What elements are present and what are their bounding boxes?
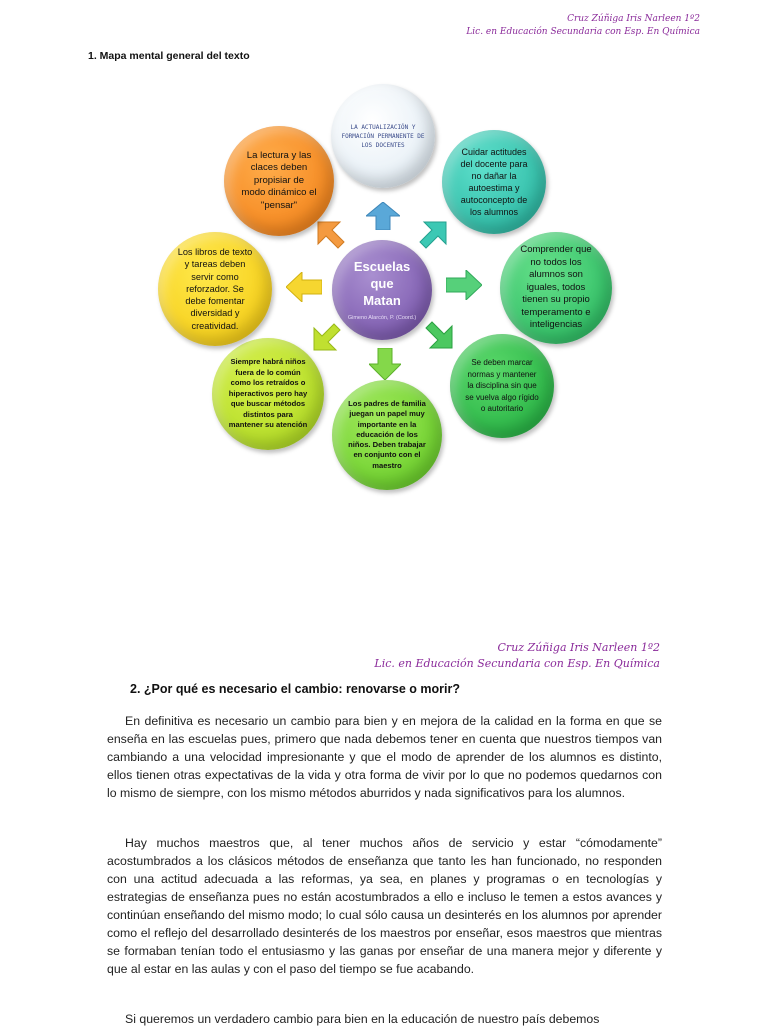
bubble-right — [500, 232, 612, 344]
paragraph-3 — [107, 1010, 662, 1028]
arrow-up-left-icon — [316, 220, 348, 252]
bubble-left — [158, 232, 272, 346]
paragraph-1 — [107, 712, 662, 802]
bubble-top-right-text: Cuidar actitudes del docente para no dañar la autoestima y autoconcepto de los alumnos — [460, 147, 528, 217]
mind-map — [150, 80, 630, 500]
section-1-title: 1. Mapa mental general del texto — [88, 50, 250, 62]
arrow-down-left-icon — [312, 320, 344, 352]
arrow-left-icon — [286, 272, 322, 302]
arrow-up-icon — [366, 202, 400, 230]
paragraph-3-text: Si queremos un verdadero cambio para bien en la educación de nuestro país debemos — [125, 1012, 600, 1026]
page-header-mid — [374, 640, 660, 672]
arrow-up-right-icon — [416, 220, 448, 252]
paragraph-2 — [107, 834, 662, 978]
bubble-bottom-right-text: Se deben marcar normas y mantener la disciplina sin que se vuelva algo rígido o autoritario — [465, 358, 539, 414]
center-title-line2: que — [370, 276, 394, 291]
paragraph-2-text: Hay muchos maestros que, al tener muchos años de servicio y estar “cómodamente” acostumbrados a los clásicos métodos de enseñanza que tanto les han funcionado, no responden con una actitud adecuada a las reformas, ya sea, en planes y programas o en tecnologías y estrategias de enseñanza pues no están acostumbrados a ello e incluso le temen a estos avances y continúan enseñando del mismo modo; lo cual sólo causa un desinterés en los alumnos por aprender como el reflejo del desarrollado desinterés de los maestros por enseñar, esos maestros que mientras se formaban tenían todo el entusiasmo y las ganas por enseñar de una manera mejor y diferente y que al estar en las aulas y con el paso del tiempo se fue acabando. — [107, 836, 662, 976]
paragraph-1-text: En definitiva es necesario un cambio para bien y en mejora de la calidad en la forma en que se enseña en las escuelas pues, primero que nada debemos tener en cuenta que nuestros tiempos van cambiando a una velocidad impresionante y que el modo de aprender de los alumnos es distinto, ellos tienen otras expectativas de la vida y otra forma de vivir por lo que no podemos quedarnos con lo mismo de siempre, con los mismo métodos aburridos y nada significativos para los alumnos. — [107, 714, 662, 800]
bubble-bottom-text: Los padres de familia juegan un papel muy importante en la educación de los niños. Deben trabajar en conjunto con el maestro — [348, 399, 426, 470]
bubble-bottom — [332, 380, 442, 490]
center-title-line1: Escuelas — [353, 259, 411, 274]
arrow-down-right-icon — [422, 318, 454, 350]
author-name: Cruz Zúñiga Iris Narleen 1º2 — [497, 641, 660, 654]
arrow-right-icon — [446, 270, 482, 300]
bubble-bottom-left-text: Siempre habrá niños fuera de lo común como los retraídos o hiperactivos pero hay que buscar métodos distintos para mantener su atención — [228, 357, 308, 430]
bubble-top-text: LA ACTUALIZACIÓN Y FORMACIÓN PERMANENTE DE LOS DOCENTES — [341, 123, 425, 149]
bubble-right-text: Comprender que no todos los alumnos son iguales, todos tienen su propio temperamento e inteligencias — [520, 244, 592, 331]
bubble-left-text: Los libros de texto y tareas deben servir como reforzador. Se debe fomentar diversidad y creatividad. — [177, 247, 253, 331]
bubble-bottom-left — [212, 338, 324, 450]
bubble-top-left — [224, 126, 334, 236]
center-subtitle: Gimeno Alarcón, P. (Coord.) — [347, 315, 417, 321]
bubble-top-right — [442, 130, 546, 234]
arrow-down-icon — [369, 348, 401, 380]
center-bubble — [332, 240, 432, 340]
program-name: Lic. en Educación Secundaria con Esp. En Química — [466, 27, 700, 37]
center-title-line3: Matan — [363, 293, 401, 308]
page-header-top — [466, 13, 700, 39]
bubble-bottom-right — [450, 334, 554, 438]
program-name: Lic. en Educación Secundaria con Esp. En Química — [374, 657, 660, 670]
author-name: Cruz Zúñiga Iris Narleen 1º2 — [567, 14, 700, 24]
section-2-title: 2. ¿Por qué es necesario el cambio: renovarse o morir? — [130, 682, 460, 696]
bubble-top — [331, 84, 435, 188]
bubble-top-left-text: La lectura y las claces deben propisiar de modo dinámico el "pensar" — [241, 149, 317, 211]
